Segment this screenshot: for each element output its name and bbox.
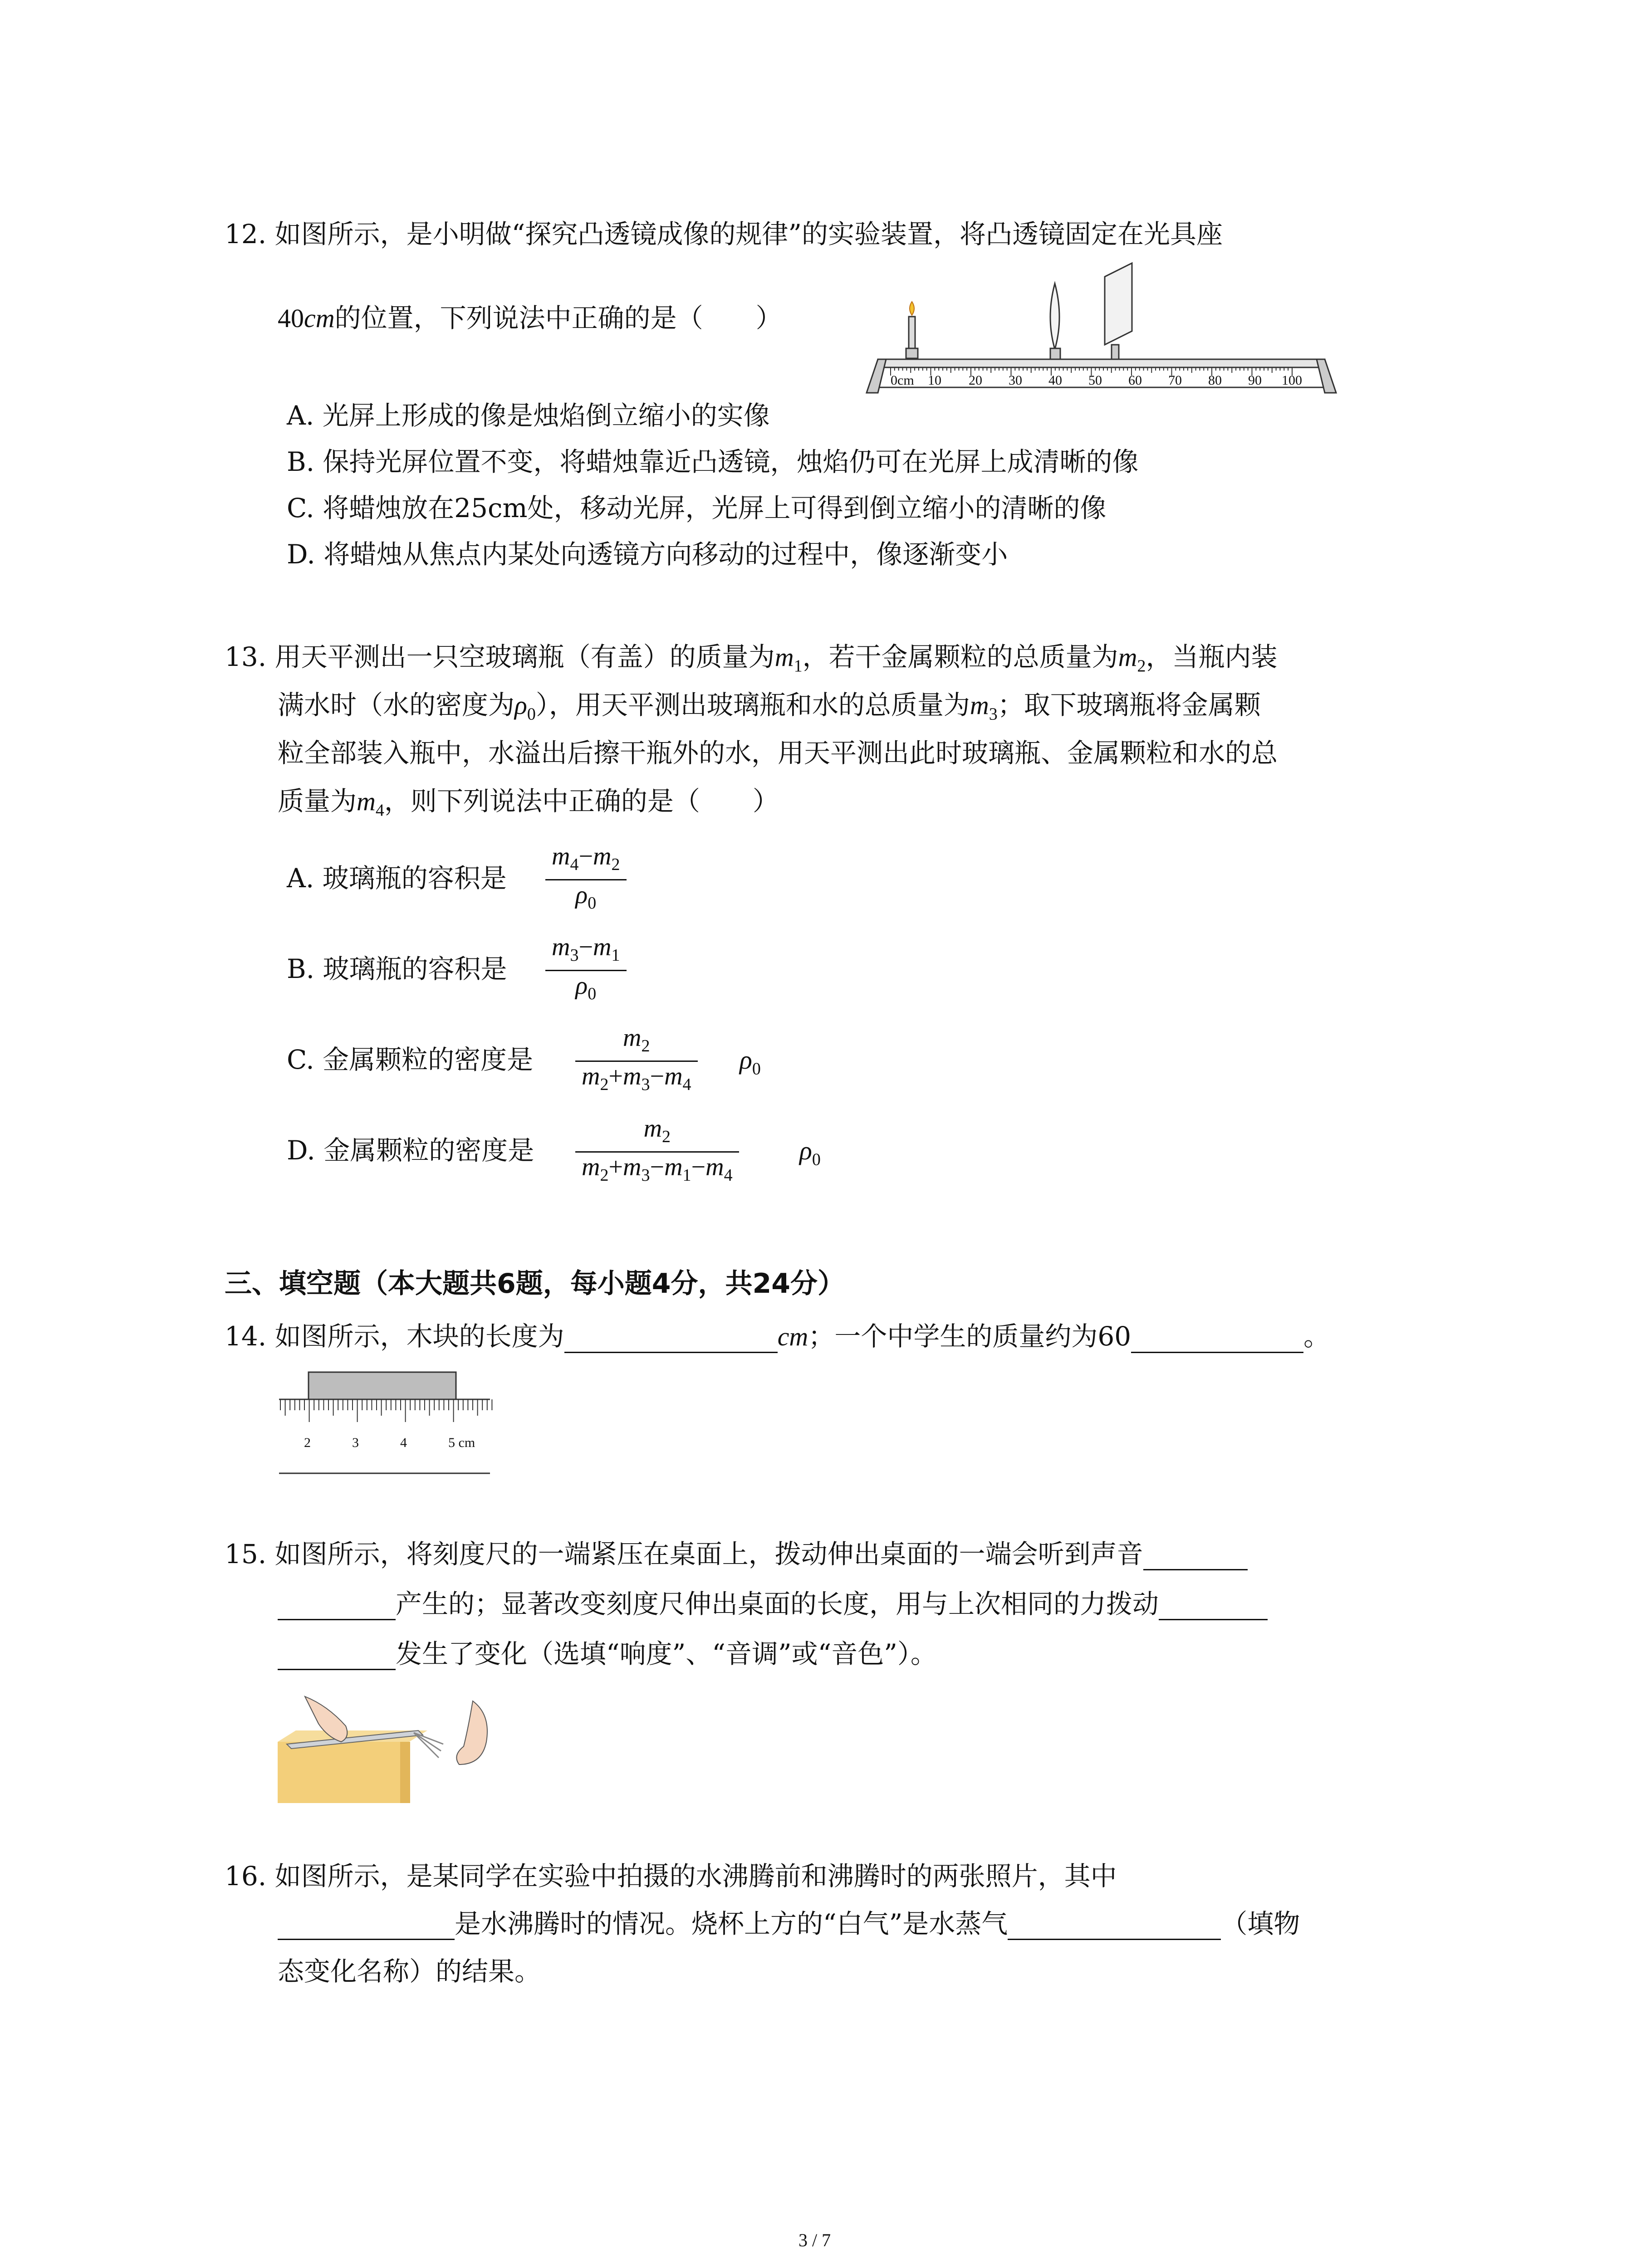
- q16-line1: 16. 如图所示，是某同学在实验中拍摄的水沸腾前和沸腾时的两张照片，其中: [225, 1861, 1117, 1892]
- q13-option-d: D. 金属颗粒的密度是: [287, 1135, 534, 1166]
- bench-label: 30: [1009, 373, 1022, 388]
- bench-label: 80: [1208, 373, 1222, 388]
- bench-label: 20: [969, 373, 982, 388]
- q13-option-a: A. 玻璃瓶的容积是: [287, 863, 507, 894]
- q12-option-b: B. 保持光屏位置不变，将蜡烛靠近凸透镜，烛焰仍可在光屏上成清晰的像: [287, 446, 1139, 477]
- q13-option-c: C. 金属颗粒的密度是: [287, 1044, 534, 1075]
- q13-option-a-fraction: $\frac{m_4-m_2}{\rho_0}$: [545, 842, 627, 918]
- q15-line2: 产生的；显著改变刻度尺伸出桌面的长度，用与上次相同的力拨动: [278, 1588, 1268, 1620]
- q13-line4: 质量为$m_4$，则下列说法中正确的是（ ）: [278, 786, 779, 820]
- q14-stem: 14. 如图所示，木块的长度为 cm；一个中学生的质量约为60 。: [225, 1320, 1330, 1353]
- q15-line1: 15. 如图所示，将刻度尺的一端紧压在桌面上，拨动伸出桌面的一端会听到声音: [225, 1538, 1248, 1570]
- q13-option-c-fraction: $\frac{m_2}{m_2+m_3-m_4}$: [575, 1023, 698, 1099]
- q12-position-value: 40: [278, 303, 304, 333]
- ruler-table-figure: [278, 1687, 502, 1803]
- ruler-label: 3: [352, 1435, 359, 1450]
- candle: [906, 302, 918, 358]
- q12-position-unit: cm: [304, 303, 335, 333]
- q16-answer-blank-1[interactable]: [278, 1911, 455, 1940]
- q13-option-b: B. 玻璃瓶的容积是: [287, 953, 507, 984]
- light-screen: [1105, 263, 1132, 359]
- q15-answer-blank-2[interactable]: [1159, 1591, 1268, 1620]
- table: [278, 1742, 409, 1803]
- q13-option-d-fraction: $\frac{m_2}{m_2+m_3-m_1-m_4}$: [575, 1114, 739, 1190]
- q15-line3: 发生了变化（选填“响度”、“音调”或“音色”）。: [278, 1637, 937, 1670]
- q16-line3: 态变化名称）的结果。: [278, 1956, 541, 1987]
- section-title: 三、填空题（本大题共6题，每小题4分，共24分）: [225, 1268, 845, 1300]
- bench-label: 50: [1088, 373, 1102, 388]
- optical-bench-figure: [864, 259, 1341, 395]
- q12-stem-line1: 12. 如图所示，是小明做“探究凸透镜成像的规律”的实验装置，将凸透镜固定在光具座: [225, 219, 1223, 249]
- bench-label: 10: [928, 373, 941, 388]
- q14-answer-blank-1[interactable]: [564, 1324, 778, 1353]
- bench-label: 70: [1168, 373, 1182, 388]
- bench-label: 0cm: [891, 373, 914, 388]
- ruler-block-figure: [277, 1370, 495, 1479]
- wood-block: [309, 1372, 456, 1399]
- q13-line1: 13. 用天平测出一只空玻璃瓶（有盖）的质量为$m_1$，若干金属颗粒的总质量为$m_2$，当瓶内装: [225, 641, 1278, 676]
- ruler-label: 5 cm: [448, 1435, 475, 1450]
- q14-answer-blank-2[interactable]: [1131, 1324, 1303, 1353]
- q13-line3: 粒全部装入瓶中，水溢出后擦干瓶外的水，用天平测出此时玻璃瓶、金属颗粒和水的总: [278, 738, 1278, 768]
- bench-rail: [878, 359, 1325, 367]
- q13-option-b-fraction: $\frac{m_3-m_1}{\rho_0}$: [545, 933, 627, 1008]
- convex-lens: [1050, 284, 1060, 359]
- q15-answer-blank-1[interactable]: [1143, 1541, 1248, 1570]
- page-number: 3 / 7: [798, 2230, 831, 2250]
- q12-stem-rest: 的位置，下列说法中正确的是（ ）: [334, 303, 782, 333]
- q12-stem-line2: [278, 302, 782, 335]
- ruler-label: 2: [304, 1435, 311, 1450]
- bench-label: 100: [1282, 373, 1302, 388]
- q12-option-d: D. 将蜡烛从焦点内某处向透镜方向移动的过程中，像逐渐变小: [287, 539, 1008, 570]
- q12-option-a: A. 光屏上形成的像是烛焰倒立缩小的实像: [287, 400, 770, 431]
- q16-line2: 是水沸腾时的情况。烧杯上方的“白气”是水蒸气 （填物: [278, 1907, 1300, 1940]
- q15-answer-blank-1-cont[interactable]: [278, 1591, 396, 1620]
- q12-option-c: C. 将蜡烛放在25cm处，移动光屏，光屏上可得到倒立缩小的清晰的像: [287, 493, 1107, 523]
- q13-line2: 满水时（水的密度为$\rho_0$），用天平测出玻璃瓶和水的总质量为$m_3$；取下玻璃瓶将金属颗: [278, 689, 1261, 724]
- ruler-ticks: [280, 1399, 495, 1422]
- bench-label: 90: [1248, 373, 1262, 388]
- bench-label: 60: [1128, 373, 1142, 388]
- q16-answer-blank-2[interactable]: [1008, 1911, 1221, 1940]
- ruler-label: 4: [400, 1435, 407, 1450]
- q15-answer-blank-2-cont[interactable]: [278, 1641, 396, 1670]
- bench-label: 40: [1048, 373, 1062, 388]
